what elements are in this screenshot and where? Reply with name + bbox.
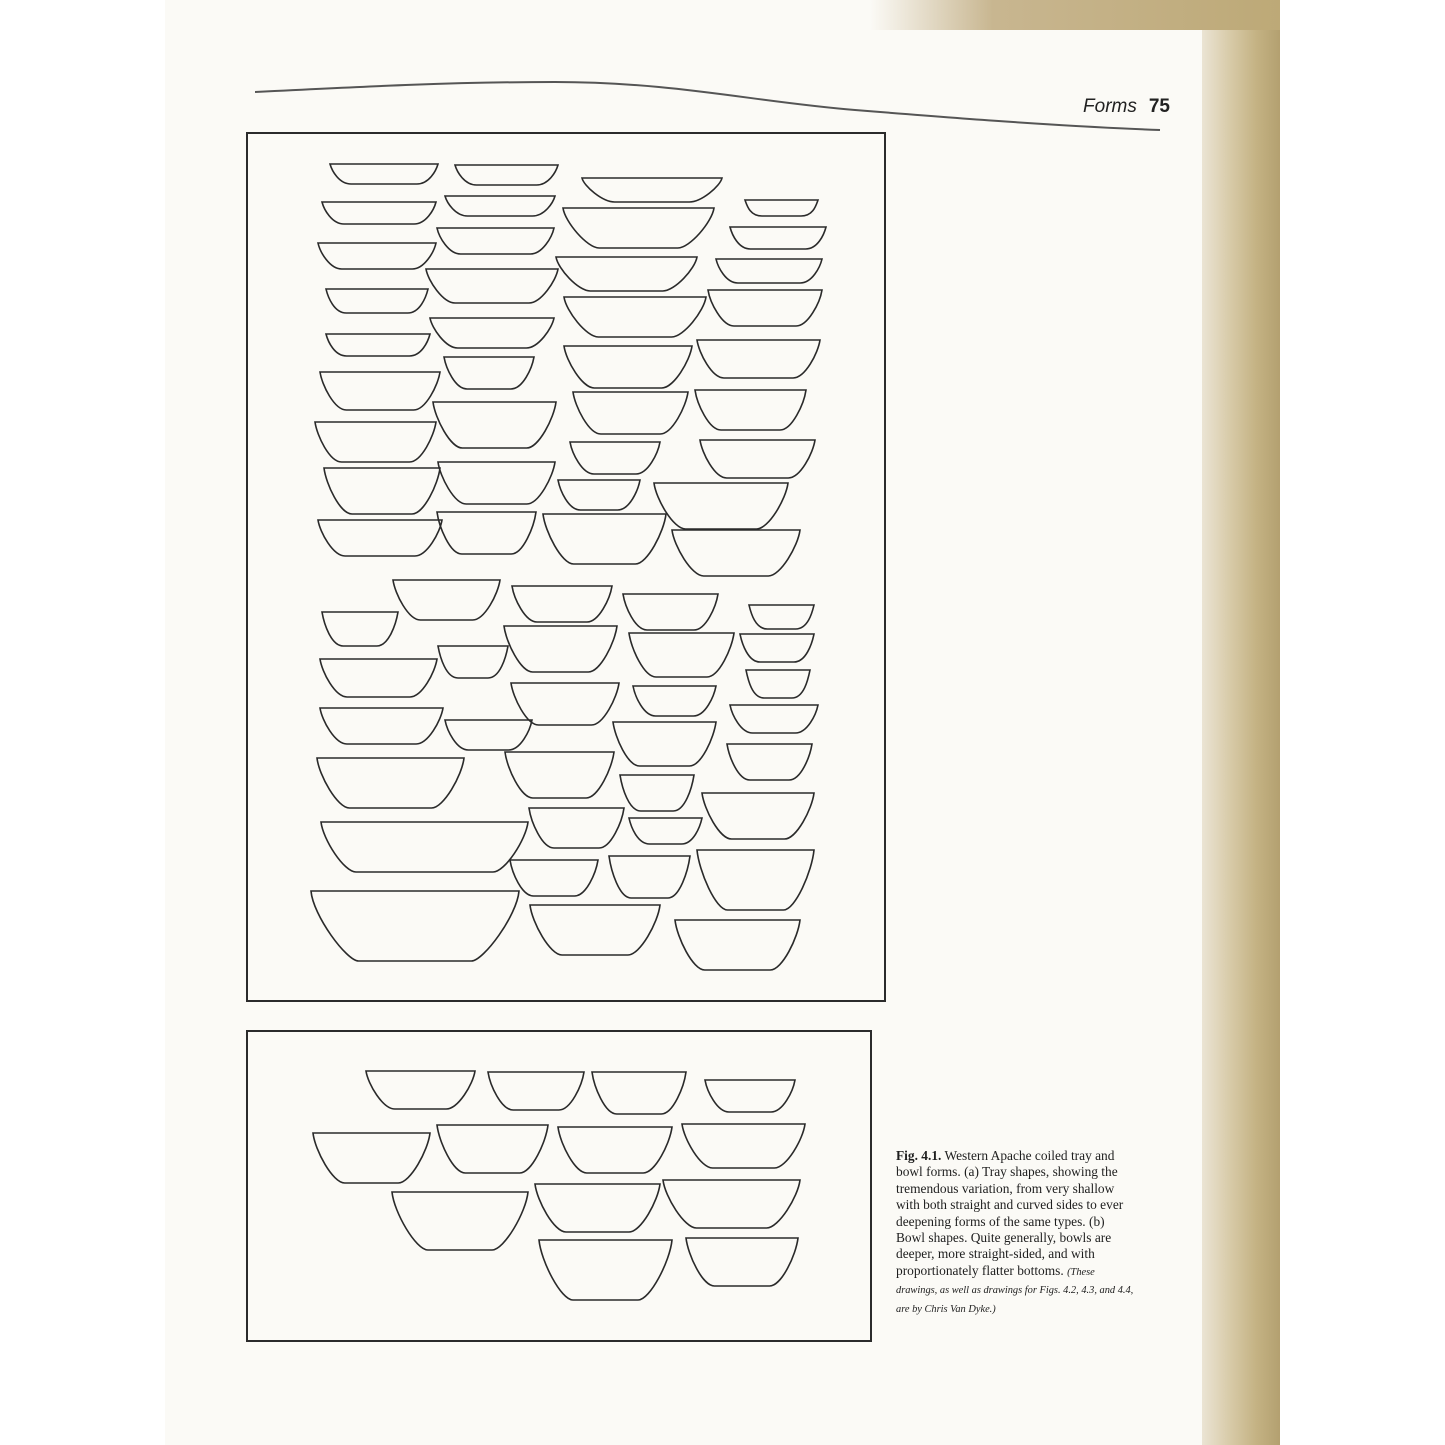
bowl-outline-12 <box>539 1240 672 1300</box>
bowl-outline-10 <box>535 1184 660 1232</box>
figure-credit: (These drawings, as well as drawings for Figs. 4.2, 4.3, and 4.4, are by Chris Van Dyke.) <box>896 1266 1134 1315</box>
bowl-outline-4 <box>705 1080 795 1112</box>
bowl-outline-13 <box>686 1238 798 1286</box>
figure-caption-text: Western Apache coiled tray and bowl forms. (a) Tray shapes, showing the tremendous variation, from very shallow with both straight and curved sides to ever deepening forms of the same types. (b) Bowl shapes. Quite generally, bowls are deeper, more straight-sided, and with proportionately flatter bottoms. <box>896 1148 1124 1278</box>
bowl-outline-6 <box>437 1125 548 1173</box>
bowl-outline-5 <box>313 1133 430 1183</box>
running-head-section: Forms <box>1083 96 1137 117</box>
figure-label: Fig. 4.1. <box>896 1148 942 1163</box>
bowl-outline-3 <box>592 1072 686 1114</box>
figure-caption <box>896 1148 1136 1318</box>
bowl-outline-1 <box>366 1071 475 1109</box>
bowl-outline-7 <box>558 1127 672 1173</box>
page-number: 75 <box>1148 96 1170 117</box>
bowl-outline-2 <box>488 1072 584 1110</box>
bowl-outline-11 <box>663 1180 800 1228</box>
bowl-outline-9 <box>392 1192 528 1250</box>
bowl-outline-8 <box>682 1124 805 1168</box>
